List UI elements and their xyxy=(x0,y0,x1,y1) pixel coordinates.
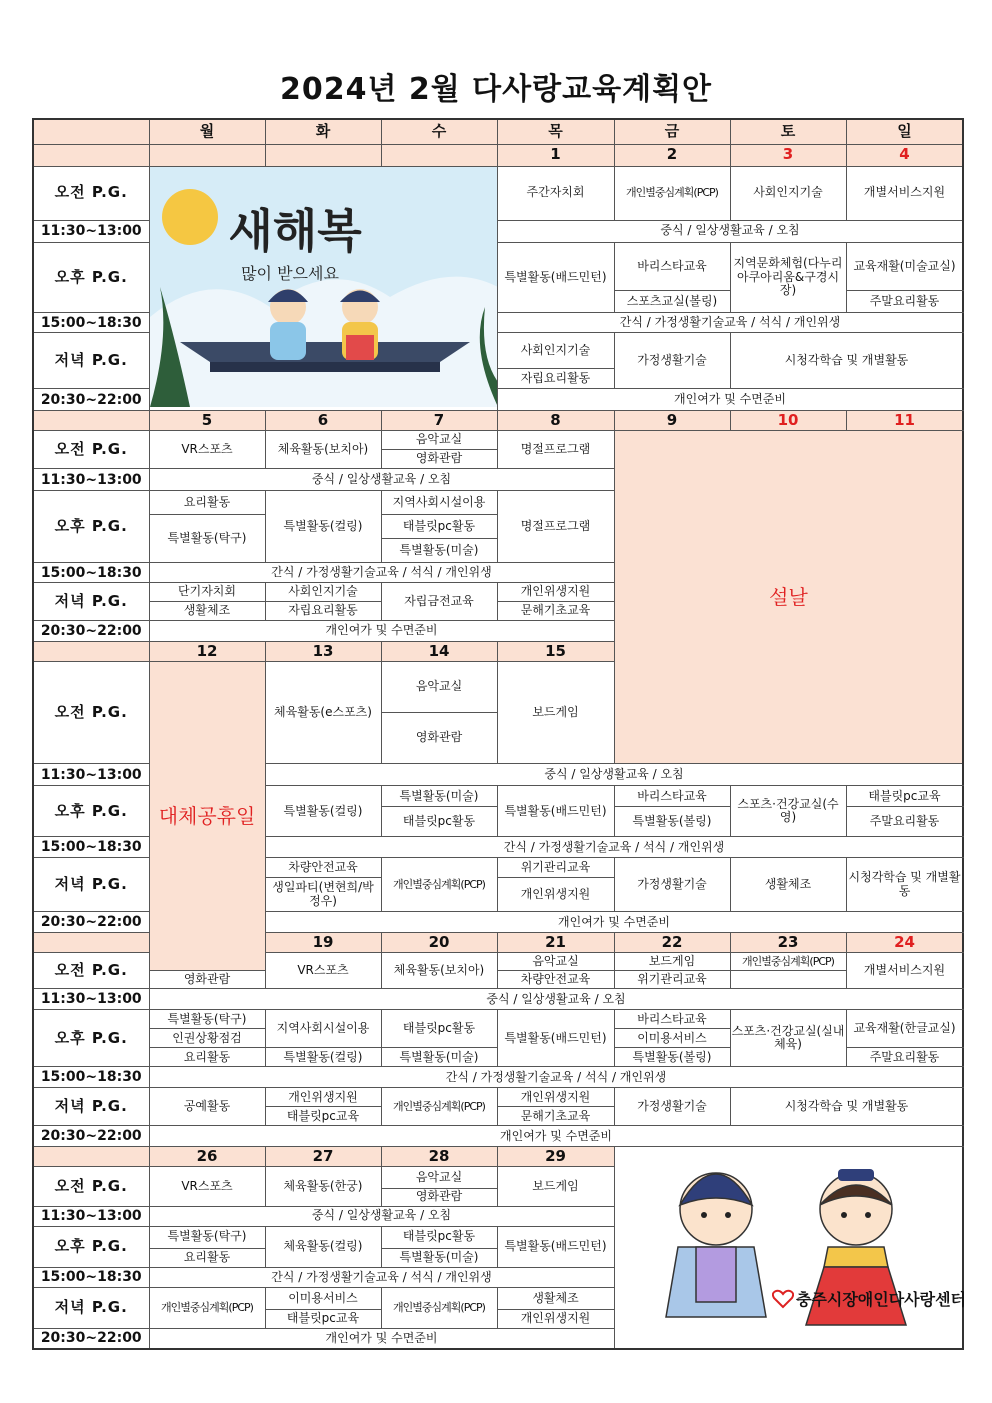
schedule-cell: 15 xyxy=(497,642,614,662)
schedule-cell: 개인별중심계획(PCP) xyxy=(730,953,846,971)
schedule-cell: 보드게임 xyxy=(497,1167,614,1206)
schedule-cell: 11:30~13:00 xyxy=(33,764,149,786)
schedule-cell: 개인여가 및 수면준비 xyxy=(149,1126,963,1147)
heart-logo-icon xyxy=(772,1289,794,1309)
lunch-row: 중식 / 일상생활교육 / 오침 xyxy=(497,220,963,242)
schedule-cell: 체육활동(e스포츠) xyxy=(265,662,381,764)
weekday-tue: 화 xyxy=(265,119,381,144)
schedule-cell: 교육재활(미술교실) xyxy=(846,242,963,291)
weekday-wed: 수 xyxy=(381,119,497,144)
schedule-cell: 11:30~13:00 xyxy=(33,469,149,491)
schedule-cell: 13 xyxy=(265,642,381,662)
schedule-cell: 인권상황점검 xyxy=(149,1029,265,1048)
schedule-cell: 20:30~22:00 xyxy=(33,1126,149,1147)
schedule-cell: 오후 P.G. xyxy=(33,491,149,563)
schedule-cell: 위기관리교육 xyxy=(614,971,730,989)
schedule-cell: 20:30~22:00 xyxy=(33,621,149,642)
schedule-cell: 주간자치회 xyxy=(497,166,614,220)
schedule-cell: 오전 P.G. xyxy=(33,662,149,764)
schedule-cell: 공예활동 xyxy=(149,1088,265,1126)
schedule-cell: 특별활동(컬링) xyxy=(265,491,381,563)
schedule-cell: 특별활동(탁구) xyxy=(149,515,265,563)
schedule-cell: 태블릿pc활동 xyxy=(381,515,497,539)
schedule-cell: 저녁 P.G. xyxy=(33,333,149,389)
center-name: 충주시장애인다사랑센터 xyxy=(795,1290,966,1309)
holiday-seollal: 설날 xyxy=(614,431,963,764)
schedule-cell: 지역사회시설이용 xyxy=(265,1010,381,1048)
schedule-cell: 스포츠교실(볼링) xyxy=(614,291,730,313)
schedule-cell: 개인위생지원 xyxy=(497,1310,614,1329)
schedule-cell: 개인위생지원 xyxy=(497,878,614,912)
schedule-cell: 특별활동(탁구) xyxy=(149,1010,265,1029)
label-time1: 11:30~13:00 xyxy=(33,220,149,242)
schedule-cell: 20:30~22:00 xyxy=(33,912,149,933)
schedule-cell: 시청각학습 및 개별활동 xyxy=(730,1088,963,1126)
schedule-cell: 특별활동(볼링) xyxy=(614,1048,730,1067)
schedule-cell: 태블릿pc활동 xyxy=(381,807,497,837)
week2-date-row xyxy=(33,411,963,431)
weekday-header-row xyxy=(33,119,963,144)
schedule-cell: 차량안전교육 xyxy=(265,858,381,878)
schedule-cell: 20:30~22:00 xyxy=(33,1329,149,1349)
schedule-cell: 6 xyxy=(265,411,381,431)
schedule-cell: 오전 P.G. xyxy=(33,953,149,989)
schedule-cell: 15:00~18:30 xyxy=(33,837,149,858)
schedule-cell: 바리스타교육 xyxy=(614,1010,730,1029)
schedule-cell: 22 xyxy=(614,933,730,953)
week1-date-row xyxy=(33,144,963,166)
schedule-cell: 8 xyxy=(497,411,614,431)
new-year-illustration xyxy=(149,166,497,411)
schedule-cell: 27 xyxy=(265,1147,381,1167)
schedule-cell: 태블릿pc교육 xyxy=(846,786,963,807)
schedule-cell: 스포츠·건강교실(수영) xyxy=(730,786,846,837)
children-hanbok-illustration xyxy=(614,1147,963,1349)
schedule-cell: 개별서비스지원 xyxy=(846,166,963,220)
schedule-cell: 저녁 P.G. xyxy=(33,1088,149,1126)
schedule-cell: 개인별중심계획(PCP) xyxy=(381,1287,497,1328)
schedule-cell: 체육활동(컬링) xyxy=(265,1226,381,1267)
schedule-cell: 28 xyxy=(381,1147,497,1167)
schedule-cell: 자립요리활동 xyxy=(265,602,381,621)
label-am: 오전 P.G. xyxy=(33,166,149,220)
schedule-cell: 특별활동(미술) xyxy=(381,786,497,807)
schedule-cell: 개인여가 및 수면준비 xyxy=(265,912,963,933)
schedule-cell: 특별활동(배드민턴) xyxy=(497,1226,614,1267)
corner-cell xyxy=(33,119,149,144)
schedule-cell: 오전 P.G. xyxy=(33,1167,149,1206)
schedule-cell: 태블릿pc활동 xyxy=(381,1226,497,1248)
weekday-sun: 일 xyxy=(846,119,963,144)
schedule-cell: 특별활동(미술) xyxy=(381,539,497,563)
schedule-cell: 스포츠·건강교실(실내체육) xyxy=(730,1010,846,1067)
schedule-cell: 21 xyxy=(497,933,614,953)
date-cell: 3 xyxy=(730,144,846,166)
schedule-cell: 특별활동(탁구) xyxy=(149,1226,265,1248)
schedule-cell: 개인여가 및 수면준비 xyxy=(149,1329,614,1349)
schedule-cell: 영화관람 xyxy=(381,713,497,764)
weekday-mon: 월 xyxy=(149,119,265,144)
schedule-cell: 26 xyxy=(149,1147,265,1167)
schedule-cell: 5 xyxy=(149,411,265,431)
schedule-cell: 태블릿pc교육 xyxy=(265,1310,381,1329)
schedule-cell: 14 xyxy=(381,642,497,662)
children-hanbok-image xyxy=(616,1147,962,1343)
schedule-cell: 음악교실 xyxy=(381,1167,497,1188)
label-pm: 오후 P.G. xyxy=(33,242,149,313)
schedule-cell: 바리스타교육 xyxy=(614,786,730,807)
weekday-thu: 목 xyxy=(497,119,614,144)
schedule-cell: 특별활동(컬링) xyxy=(265,1048,381,1067)
schedule-cell: 차량안전교육 xyxy=(497,971,614,989)
schedule-cell: 명절프로그램 xyxy=(497,431,614,469)
schedule-cell: 생활체조 xyxy=(149,602,265,621)
schedule-cell: 개인별중심계획(PCP) xyxy=(381,1088,497,1126)
schedule-cell: 시청각학습 및 개별활동 xyxy=(730,333,963,389)
schedule-cell: 간식 / 가정생활기술교육 / 석식 / 개인위생 xyxy=(497,313,963,333)
schedule-cell: 11 xyxy=(846,411,963,431)
schedule-cell: 15:00~18:30 xyxy=(33,313,149,333)
schedule-cell: 24 xyxy=(846,933,963,953)
schedule-cell: 사회인지기술 xyxy=(265,583,381,602)
schedule-cell: 위기관리교육 xyxy=(497,858,614,878)
schedule-cell: 주말요리활동 xyxy=(846,807,963,837)
schedule-cell: 개인별중심계획(PCP) xyxy=(149,1287,265,1328)
schedule-cell: 특별활동(컬링) xyxy=(265,786,381,837)
schedule-table xyxy=(32,118,964,1350)
schedule-cell: 23 xyxy=(730,933,846,953)
schedule-cell: 오후 P.G. xyxy=(33,786,149,837)
schedule-cell: 체육활동(보치아) xyxy=(381,953,497,989)
schedule-cell: 저녁 P.G. xyxy=(33,1287,149,1328)
schedule-cell: 간식 / 가정생활기술교육 / 석식 / 개인위생 xyxy=(149,563,614,583)
schedule-cell: 요리활동 xyxy=(149,1248,265,1267)
schedule-cell: 12 xyxy=(149,642,265,662)
schedule-cell: 간식 / 가정생활기술교육 / 석식 / 개인위생 xyxy=(265,837,963,858)
schedule-cell: 오전 P.G. xyxy=(33,431,149,469)
schedule-cell: 이미용서비스 xyxy=(614,1029,730,1048)
schedule-cell: 특별활동(볼링) xyxy=(614,807,730,837)
weekday-fri: 금 xyxy=(614,119,730,144)
schedule-cell: 개별서비스지원 xyxy=(846,953,963,989)
schedule-cell: 영화관람 xyxy=(149,971,265,989)
schedule-cell: 특별활동(배드민턴) xyxy=(497,1010,614,1067)
schedule-cell: 특별활동(배드민턴) xyxy=(497,786,614,837)
schedule-cell: 간식 / 가정생활기술교육 / 석식 / 개인위생 xyxy=(149,1067,963,1088)
schedule-cell: 특별활동(미술) xyxy=(381,1248,497,1267)
schedule-cell: 오후 P.G. xyxy=(33,1010,149,1067)
holiday-substitute: 대체공휴일 xyxy=(149,662,265,971)
schedule-cell: 요리활동 xyxy=(149,1048,265,1067)
schedule-cell: 이미용서비스 xyxy=(265,1287,381,1309)
schedule-cell: 중식 / 일상생활교육 / 오침 xyxy=(149,989,963,1010)
schedule-cell: 오후 P.G. xyxy=(33,1226,149,1267)
schedule-cell: 음악교실 xyxy=(381,431,497,450)
schedule-cell: 가정생활기술 xyxy=(614,333,730,389)
schedule-cell: 개인여가 및 수면준비 xyxy=(497,389,963,411)
schedule-cell: 저녁 P.G. xyxy=(33,583,149,621)
schedule-cell: 생활체조 xyxy=(497,1287,614,1309)
greeting-big-text: 새해복 xyxy=(227,203,362,258)
schedule-cell: 간식 / 가정생활기술교육 / 석식 / 개인위생 xyxy=(149,1267,614,1287)
schedule-cell: 자립요리활동 xyxy=(497,369,614,389)
schedule-cell: 개인위생지원 xyxy=(265,1088,381,1107)
schedule-cell: 특별활동(미술) xyxy=(381,1048,497,1067)
schedule-cell: 음악교실 xyxy=(381,662,497,713)
schedule-cell: 가정생활기술 xyxy=(614,1088,730,1126)
schedule-cell: 문해기초교육 xyxy=(497,602,614,621)
schedule-cell: 태블릿pc활동 xyxy=(381,1010,497,1048)
schedule-cell: 개인위생지원 xyxy=(497,1088,614,1107)
schedule-cell: 주말요리활동 xyxy=(846,291,963,313)
schedule-cell: 저녁 P.G. xyxy=(33,858,149,912)
schedule-cell: 사회인지기술 xyxy=(730,166,846,220)
schedule-cell: 자립금전교육 xyxy=(381,583,497,621)
page-title: 2024년 2월 다사랑교육계획안 xyxy=(279,72,713,107)
schedule-cell: 개인여가 및 수면준비 xyxy=(149,621,614,642)
schedule-cell: 명절프로그램 xyxy=(497,491,614,563)
schedule-cell: 11:30~13:00 xyxy=(33,989,149,1010)
schedule-cell: 9 xyxy=(614,411,730,431)
schedule-cell: 개인별중심계획(PCP) xyxy=(614,166,730,220)
schedule-cell: 15:00~18:30 xyxy=(33,1267,149,1287)
date-cell: 4 xyxy=(846,144,963,166)
schedule-cell: 20 xyxy=(381,933,497,953)
schedule-cell: 특별활동(배드민턴) xyxy=(497,242,614,313)
schedule-cell: 요리활동 xyxy=(149,491,265,515)
schedule-cell: VR스포츠 xyxy=(265,953,381,989)
schedule-cell: 영화관람 xyxy=(381,1188,497,1206)
schedule-cell: 사회인지기술 xyxy=(497,333,614,369)
schedule-cell: 개인위생지원 xyxy=(497,583,614,602)
schedule-cell: 19 xyxy=(265,933,381,953)
date-cell: 2 xyxy=(614,144,730,166)
schedule-cell: 주말요리활동 xyxy=(846,1048,963,1067)
date-cell: 1 xyxy=(497,144,614,166)
schedule-cell: 교육재활(한글교실) xyxy=(846,1010,963,1048)
schedule-cell: 29 xyxy=(497,1147,614,1167)
schedule-cell: VR스포츠 xyxy=(149,1167,265,1206)
schedule-cell: 중식 / 일상생활교육 / 오침 xyxy=(149,1206,614,1226)
week5-date-row xyxy=(33,1147,963,1167)
schedule-cell: 15:00~18:30 xyxy=(33,1067,149,1088)
schedule-cell: 음악교실 xyxy=(497,953,614,971)
new-year-greeting-image xyxy=(150,167,498,407)
schedule-cell: 체육활동(보치아) xyxy=(265,431,381,469)
schedule-cell: 중식 / 일상생활교육 / 오침 xyxy=(149,469,614,491)
center-logo xyxy=(772,1287,966,1310)
schedule-cell: 바리스타교육 xyxy=(614,242,730,291)
schedule-cell: 단기자치회 xyxy=(149,583,265,602)
schedule-cell: 10 xyxy=(730,411,846,431)
schedule-cell: 보드게임 xyxy=(497,662,614,764)
schedule-cell: 가정생활기술 xyxy=(614,858,730,912)
schedule-cell: 지역사회시설이용 xyxy=(381,491,497,515)
schedule-cell: 지역문화체험(다누리아쿠아리움&구경시장) xyxy=(730,242,846,313)
schedule-cell: 영화관람 xyxy=(381,450,497,469)
schedule-cell: 7 xyxy=(381,411,497,431)
schedule-cell: 보드게임 xyxy=(614,953,730,971)
schedule-cell: 11:30~13:00 xyxy=(33,1206,149,1226)
schedule-cell: 체육활동(한궁) xyxy=(265,1167,381,1206)
schedule-cell: 15:00~18:30 xyxy=(33,563,149,583)
schedule-cell: 개인별중심계획(PCP) xyxy=(381,858,497,912)
greeting-small-text: 많이 받으세요 xyxy=(240,263,339,283)
schedule-cell: 20:30~22:00 xyxy=(33,389,149,411)
schedule-cell: 생일파티(변현희/박정우) xyxy=(265,878,381,912)
schedule-cell: 생활체조 xyxy=(730,858,846,912)
schedule-cell: 시청각학습 및 개별활동 xyxy=(846,858,963,912)
weekday-sat: 토 xyxy=(730,119,846,144)
schedule-cell: 태블릿pc교육 xyxy=(265,1107,381,1126)
schedule-cell: VR스포츠 xyxy=(149,431,265,469)
schedule-cell: 문해기초교육 xyxy=(497,1107,614,1126)
schedule-cell: 중식 / 일상생활교육 / 오침 xyxy=(265,764,963,786)
